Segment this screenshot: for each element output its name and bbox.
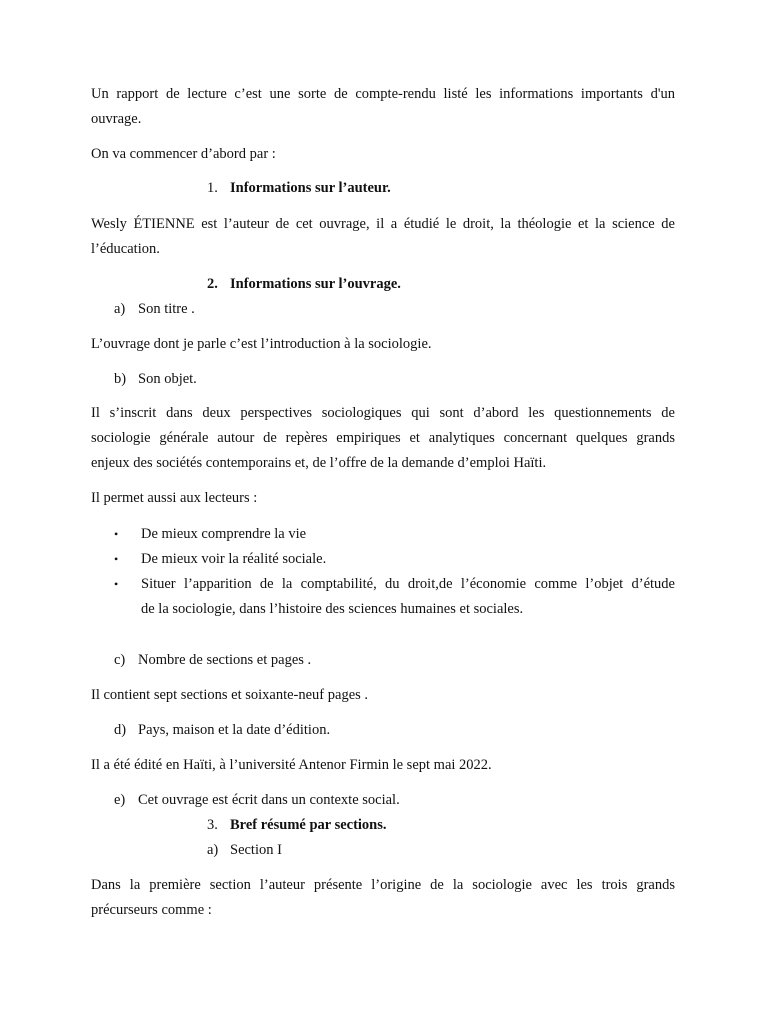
bullet-text-wrapped [141, 572, 675, 622]
subitem-text: Son titre . [138, 301, 195, 317]
sections-paragraph: Il contient sept sections et soixante-neuf pages . [91, 687, 369, 703]
heading-resume [207, 813, 387, 838]
intro-line-2: ouvrage. [91, 111, 142, 127]
commencer-paragraph: On va commencer d’abord par : [91, 146, 276, 162]
subitem-text: Pays, maison et la date d’édition. [138, 722, 331, 738]
subitem-label: b) [114, 371, 127, 387]
section1-line-1: Dans la première section l’auteur présente l’origine de la sociologie avec les trois grands [91, 877, 675, 893]
objet-paragraph [91, 401, 675, 476]
objet-line-2: sociologie générale autour de repères empiriques et analytiques concernant quelques grands [91, 430, 675, 446]
bullet-text: De mieux voir la réalité sociale. [141, 551, 327, 567]
bullet-text: De mieux comprendre la vie [141, 526, 307, 542]
bullet-item [114, 572, 141, 597]
subitem-contexte [114, 788, 400, 813]
subitem-section-1 [207, 838, 282, 863]
intro-line-1: Un rapport de lecture c’est une sorte de compte-rendu listé les informations importants d'un [91, 86, 675, 102]
subitem-objet [114, 367, 197, 392]
subitem-text: Cet ouvrage est écrit dans un contexte social. [138, 792, 400, 808]
subitem-titre [114, 297, 195, 322]
heading-text: Informations sur l’ouvrage. [230, 276, 401, 292]
heading-auteur [207, 176, 391, 201]
subitem-label: e) [114, 792, 126, 808]
subitem-label: c) [114, 652, 126, 668]
subitem-label: a) [114, 301, 126, 317]
subitem-sections [114, 648, 311, 673]
heading-text: Informations sur l’auteur. [230, 180, 391, 196]
subitem-text: Section I [230, 842, 282, 858]
edition-paragraph: Il a été édité en Haïti, à l’université Antenor Firmin le sept mai 2022. [91, 757, 492, 773]
bullet-3-line-1: Situer l’apparition de la comptabilité, du droit,de l’économie comme l’objet d’étude [141, 576, 675, 592]
intro-paragraph [91, 82, 675, 132]
subitem-text: Son objet. [138, 371, 197, 387]
subitem-label: d) [114, 722, 127, 738]
auteur-line-2: l’éducation. [91, 241, 160, 257]
subitem-edition [114, 718, 330, 743]
auteur-line-1: Wesly ÉTIENNE est l’auteur de cet ouvrage, il a étudié le droit, la théologie et la science de [91, 216, 675, 232]
heading-number: 3. [207, 817, 218, 833]
heading-text: Bref résumé par sections. [230, 817, 387, 833]
auteur-paragraph [91, 212, 675, 262]
section1-line-2: précurseurs comme : [91, 902, 212, 918]
heading-number: 2. [207, 276, 218, 292]
heading-number: 1. [207, 180, 218, 196]
bullet-3-line-2: de la sociologie, dans l’histoire des sciences humaines et sociales. [141, 601, 524, 617]
bullet-icon: • [114, 552, 119, 566]
heading-ouvrage [207, 272, 401, 297]
permet-paragraph: Il permet aussi aux lecteurs : [91, 490, 258, 506]
objet-line-1: Il s’inscrit dans deux perspectives sociologiques qui sont d’abord les questionnements de [91, 405, 675, 421]
bullet-icon: • [114, 527, 119, 541]
subitem-label: a) [207, 842, 219, 858]
bullet-icon: • [114, 577, 119, 591]
bullet-item [114, 522, 306, 547]
titre-paragraph: L’ouvrage dont je parle c’est l’introduction à la sociologie. [91, 336, 432, 352]
bullet-item [114, 547, 326, 572]
objet-line-3: enjeux des sociétés contemporains et, de l’offre de la demande d’emploi Haïti. [91, 455, 547, 471]
subitem-text: Nombre de sections et pages . [138, 652, 312, 668]
section1-paragraph [91, 873, 675, 923]
